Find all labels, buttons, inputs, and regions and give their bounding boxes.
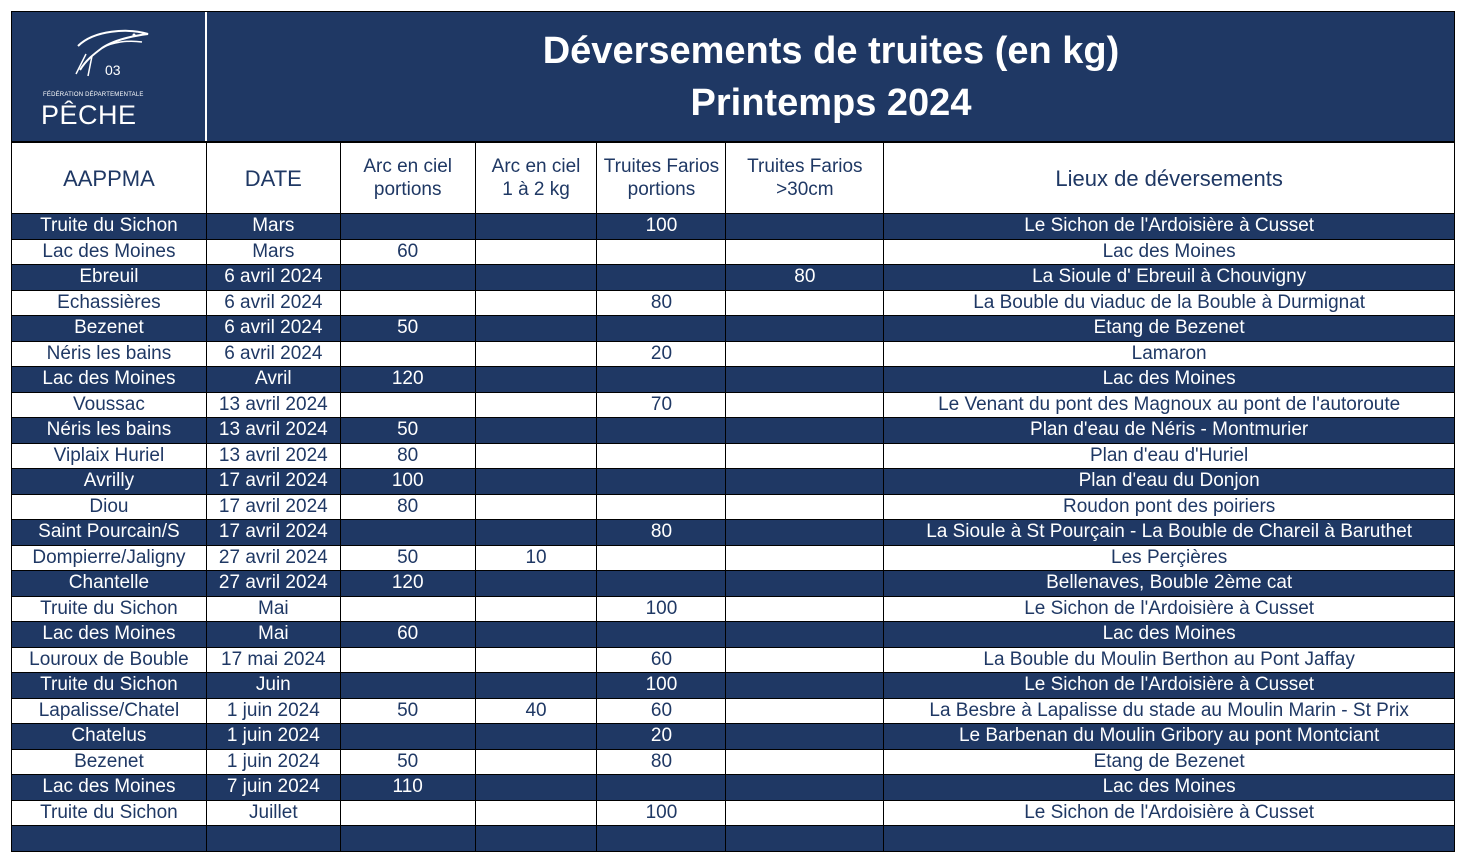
col-header-arc-portions-l2: portions	[373, 179, 442, 200]
cell-farios-portions	[597, 418, 726, 444]
cell-arc-1-2kg	[475, 520, 597, 546]
cell-aappma: Diou	[12, 494, 207, 520]
cell-farios-portions	[597, 826, 726, 852]
col-header-arc-portions	[340, 143, 475, 214]
federation-logo	[12, 12, 207, 141]
cell-arc-1-2kg	[475, 724, 597, 750]
cell-farios-portions: 80	[597, 290, 726, 316]
cell-farios-30cm	[726, 239, 884, 265]
cell-farios-portions: 60	[597, 698, 726, 724]
table-body	[12, 214, 1455, 852]
cell-arc-portions	[340, 392, 475, 418]
cell-lieux: Lac des Moines	[884, 239, 1455, 265]
cell-lieux: Etang de Bezenet	[884, 749, 1455, 775]
cell-lieux: Lac des Moines	[884, 775, 1455, 801]
cell-aappma: Viplaix Huriel	[12, 443, 207, 469]
table-row	[12, 673, 1455, 699]
table-row	[12, 724, 1455, 750]
table-row	[12, 392, 1455, 418]
cell-date: 17 avril 2024	[206, 469, 340, 495]
cell-farios-30cm	[726, 749, 884, 775]
cell-date	[206, 826, 340, 852]
cell-aappma: Chatelus	[12, 724, 207, 750]
cell-date: 1 juin 2024	[206, 698, 340, 724]
cell-arc-portions: 50	[340, 418, 475, 444]
cell-arc-1-2kg	[475, 418, 597, 444]
cell-farios-30cm	[726, 520, 884, 546]
table-row	[12, 443, 1455, 469]
cell-arc-portions: 120	[340, 571, 475, 597]
logo-number: 03	[105, 62, 121, 78]
cell-aappma: Bezenet	[12, 316, 207, 342]
table-row	[12, 647, 1455, 673]
cell-aappma: Louroux de Bouble	[12, 647, 207, 673]
cell-arc-1-2kg	[475, 214, 597, 240]
table-row	[12, 316, 1455, 342]
cell-arc-1-2kg	[475, 775, 597, 801]
cell-farios-portions	[597, 494, 726, 520]
cell-farios-30cm	[726, 367, 884, 393]
table-row	[12, 214, 1455, 240]
cell-lieux: Lamaron	[884, 341, 1455, 367]
cell-date: Juin	[206, 673, 340, 699]
page-title	[208, 12, 1454, 141]
cell-date: Avril	[206, 367, 340, 393]
cell-date: Juillet	[206, 800, 340, 826]
cell-farios-30cm	[726, 800, 884, 826]
cell-date: 27 avril 2024	[206, 571, 340, 597]
table-row	[12, 418, 1455, 444]
table-row	[12, 265, 1455, 291]
cell-arc-portions	[340, 800, 475, 826]
table-row	[12, 775, 1455, 801]
cell-aappma: Bezenet	[12, 749, 207, 775]
cell-farios-30cm	[726, 673, 884, 699]
cell-farios-portions: 80	[597, 749, 726, 775]
cell-farios-30cm	[726, 698, 884, 724]
cell-arc-1-2kg	[475, 647, 597, 673]
cell-aappma: Saint Pourcain/S	[12, 520, 207, 546]
cell-farios-portions	[597, 367, 726, 393]
cell-farios-portions: 60	[597, 647, 726, 673]
cell-farios-30cm	[726, 622, 884, 648]
cell-arc-1-2kg	[475, 392, 597, 418]
cell-arc-1-2kg: 40	[475, 698, 597, 724]
cell-farios-portions: 100	[597, 673, 726, 699]
cell-farios-portions	[597, 545, 726, 571]
cell-arc-portions	[340, 673, 475, 699]
cell-arc-portions: 50	[340, 316, 475, 342]
table-row	[12, 826, 1455, 852]
cell-farios-30cm	[726, 775, 884, 801]
cell-aappma: Voussac	[12, 392, 207, 418]
cell-arc-portions: 120	[340, 367, 475, 393]
cell-farios-30cm	[726, 341, 884, 367]
cell-farios-portions	[597, 239, 726, 265]
cell-farios-portions	[597, 469, 726, 495]
table-row	[12, 494, 1455, 520]
table-row	[12, 290, 1455, 316]
cell-lieux: La Sioule d' Ebreuil à Chouvigny	[884, 265, 1455, 291]
cell-lieux	[884, 826, 1455, 852]
cell-arc-portions: 50	[340, 698, 475, 724]
cell-arc-1-2kg	[475, 316, 597, 342]
cell-arc-1-2kg	[475, 239, 597, 265]
cell-farios-30cm: 80	[726, 265, 884, 291]
cell-aappma: Echassières	[12, 290, 207, 316]
cell-aappma: Lac des Moines	[12, 622, 207, 648]
cell-arc-1-2kg	[475, 290, 597, 316]
cell-arc-portions: 60	[340, 622, 475, 648]
cell-lieux: La Sioule à St Pourçain - La Bouble de Chareil à Baruthet	[884, 520, 1455, 546]
cell-lieux: Roudon pont des poiriers	[884, 494, 1455, 520]
cell-date: 13 avril 2024	[206, 392, 340, 418]
cell-farios-30cm	[726, 596, 884, 622]
cell-arc-1-2kg	[475, 622, 597, 648]
cell-farios-30cm	[726, 418, 884, 444]
cell-farios-30cm	[726, 545, 884, 571]
cell-date: 17 avril 2024	[206, 520, 340, 546]
cell-arc-portions: 60	[340, 239, 475, 265]
cell-date: Mars	[206, 239, 340, 265]
table-row	[12, 596, 1455, 622]
cell-farios-portions	[597, 265, 726, 291]
cell-aappma: Dompierre/Jaligny	[12, 545, 207, 571]
trout-release-sheet	[11, 11, 1455, 851]
cell-lieux: La Bouble du viaduc de la Bouble à Durmignat	[884, 290, 1455, 316]
cell-arc-portions	[340, 341, 475, 367]
cell-aappma: Lac des Moines	[12, 775, 207, 801]
cell-lieux: Plan d'eau du Donjon	[884, 469, 1455, 495]
cell-lieux: La Besbre à Lapalisse du stade au Moulin Marin - St Prix	[884, 698, 1455, 724]
cell-date: 17 mai 2024	[206, 647, 340, 673]
logo-peche-wordmark: PÊCHE	[41, 100, 137, 130]
col-header-farios-30cm-l2: >30cm	[776, 179, 834, 200]
cell-arc-portions	[340, 647, 475, 673]
col-header-farios-30cm-l1: Truites Farios	[747, 156, 863, 177]
cell-arc-1-2kg	[475, 341, 597, 367]
cell-farios-30cm	[726, 826, 884, 852]
cell-arc-portions	[340, 826, 475, 852]
cell-arc-portions	[340, 290, 475, 316]
cell-farios-30cm	[726, 316, 884, 342]
cell-arc-portions	[340, 596, 475, 622]
cell-arc-1-2kg	[475, 826, 597, 852]
cell-aappma: Truite du Sichon	[12, 673, 207, 699]
cell-lieux: Le Sichon de l'Ardoisière à Cusset	[884, 673, 1455, 699]
col-header-arc-1-2kg-l1: Arc en ciel	[491, 156, 581, 177]
cell-aappma: Néris les bains	[12, 418, 207, 444]
cell-aappma: Chantelle	[12, 571, 207, 597]
cell-aappma: Lac des Moines	[12, 239, 207, 265]
cell-arc-portions: 80	[340, 443, 475, 469]
cell-farios-30cm	[726, 469, 884, 495]
col-header-farios-30cm	[726, 143, 884, 214]
col-header-lieux: Lieux de déversements	[884, 143, 1455, 214]
cell-arc-1-2kg	[475, 800, 597, 826]
cell-lieux: Lac des Moines	[884, 367, 1455, 393]
cell-lieux: La Bouble du Moulin Berthon au Pont Jaffay	[884, 647, 1455, 673]
title-line-1: Déversements de truites (en kg)	[542, 30, 1120, 72]
cell-aappma: Lac des Moines	[12, 367, 207, 393]
cell-lieux: Le Venant du pont des Magnoux au pont de l'autoroute	[884, 392, 1455, 418]
table-row	[12, 520, 1455, 546]
table-row	[12, 367, 1455, 393]
cell-date: 17 avril 2024	[206, 494, 340, 520]
cell-arc-portions: 80	[340, 494, 475, 520]
cell-farios-portions	[597, 775, 726, 801]
cell-date: 7 juin 2024	[206, 775, 340, 801]
cell-arc-1-2kg: 10	[475, 545, 597, 571]
col-header-arc-1-2kg	[475, 143, 597, 214]
cell-farios-30cm	[726, 443, 884, 469]
cell-farios-30cm	[726, 494, 884, 520]
table-row	[12, 749, 1455, 775]
cell-arc-1-2kg	[475, 265, 597, 291]
cell-lieux: Etang de Bezenet	[884, 316, 1455, 342]
cell-arc-1-2kg	[475, 367, 597, 393]
cell-lieux: Bellenaves, Bouble 2ème cat	[884, 571, 1455, 597]
cell-farios-30cm	[726, 571, 884, 597]
table-row	[12, 239, 1455, 265]
col-header-date: DATE	[206, 143, 340, 214]
table-row	[12, 622, 1455, 648]
cell-aappma: Truite du Sichon	[12, 214, 207, 240]
cell-date: Mai	[206, 622, 340, 648]
cell-date: 6 avril 2024	[206, 290, 340, 316]
cell-aappma: Avrilly	[12, 469, 207, 495]
cell-arc-1-2kg	[475, 596, 597, 622]
table-row	[12, 341, 1455, 367]
cell-farios-30cm	[726, 392, 884, 418]
release-table	[11, 142, 1455, 852]
cell-arc-1-2kg	[475, 571, 597, 597]
cell-aappma	[12, 826, 207, 852]
cell-farios-30cm	[726, 214, 884, 240]
cell-farios-portions: 100	[597, 596, 726, 622]
cell-farios-portions: 70	[597, 392, 726, 418]
cell-aappma: Truite du Sichon	[12, 596, 207, 622]
cell-farios-portions: 80	[597, 520, 726, 546]
cell-lieux: Le Sichon de l'Ardoisière à Cusset	[884, 214, 1455, 240]
cell-date: 27 avril 2024	[206, 545, 340, 571]
sheet-header	[11, 11, 1455, 142]
cell-date: 1 juin 2024	[206, 724, 340, 750]
cell-farios-portions: 100	[597, 214, 726, 240]
cell-arc-portions: 100	[340, 469, 475, 495]
title-line-2: Printemps 2024	[690, 82, 972, 124]
col-header-arc-1-2kg-l2: 1 à 2 kg	[502, 179, 570, 200]
cell-date: 6 avril 2024	[206, 341, 340, 367]
cell-lieux: Plan d'eau de Néris - Montmurier	[884, 418, 1455, 444]
cell-date: 13 avril 2024	[206, 443, 340, 469]
cell-lieux: Les Perçières	[884, 545, 1455, 571]
cell-arc-1-2kg	[475, 749, 597, 775]
cell-arc-portions	[340, 214, 475, 240]
cell-arc-portions	[340, 265, 475, 291]
table-row	[12, 800, 1455, 826]
cell-date: 6 avril 2024	[206, 316, 340, 342]
cell-farios-portions	[597, 622, 726, 648]
table-row	[12, 698, 1455, 724]
cell-aappma: Néris les bains	[12, 341, 207, 367]
cell-arc-1-2kg	[475, 443, 597, 469]
table-row	[12, 469, 1455, 495]
cell-farios-30cm	[726, 290, 884, 316]
cell-arc-1-2kg	[475, 494, 597, 520]
cell-arc-portions: 50	[340, 545, 475, 571]
table-header-row	[12, 143, 1455, 214]
col-header-farios-portions-l1: Truites Farios	[603, 156, 720, 177]
cell-lieux: Plan d'eau d'Huriel	[884, 443, 1455, 469]
cell-arc-1-2kg	[475, 673, 597, 699]
cell-farios-30cm	[726, 647, 884, 673]
cell-date: Mai	[206, 596, 340, 622]
logo-federation-label: FÉDÉRATION DÉPARTEMENTALE	[43, 92, 144, 98]
cell-farios-portions: 100	[597, 800, 726, 826]
cell-date: 13 avril 2024	[206, 418, 340, 444]
cell-lieux: Lac des Moines	[884, 622, 1455, 648]
col-header-arc-portions-l1: Arc en ciel	[363, 156, 453, 177]
cell-aappma: Ebreuil	[12, 265, 207, 291]
cell-arc-portions: 50	[340, 749, 475, 775]
table-row	[12, 545, 1455, 571]
cell-date: Mars	[206, 214, 340, 240]
cell-date: 6 avril 2024	[206, 265, 340, 291]
col-header-aappma: AAPPMA	[12, 143, 207, 214]
cell-arc-portions	[340, 724, 475, 750]
col-header-farios-portions	[597, 143, 726, 214]
cell-farios-portions	[597, 316, 726, 342]
cell-lieux: Le Sichon de l'Ardoisière à Cusset	[884, 800, 1455, 826]
cell-farios-portions	[597, 571, 726, 597]
cell-lieux: Le Sichon de l'Ardoisière à Cusset	[884, 596, 1455, 622]
table-row	[12, 571, 1455, 597]
cell-arc-portions	[340, 520, 475, 546]
col-header-farios-portions-l2: portions	[627, 179, 696, 200]
cell-aappma: Lapalisse/Chatel	[12, 698, 207, 724]
cell-arc-1-2kg	[475, 469, 597, 495]
cell-arc-portions: 110	[340, 775, 475, 801]
cell-farios-portions: 20	[597, 341, 726, 367]
cell-date: 1 juin 2024	[206, 749, 340, 775]
cell-lieux: Le Barbenan du Moulin Gribory au pont Montciant	[884, 724, 1455, 750]
cell-farios-portions	[597, 443, 726, 469]
cell-aappma: Truite du Sichon	[12, 800, 207, 826]
cell-farios-30cm	[726, 724, 884, 750]
cell-farios-portions: 20	[597, 724, 726, 750]
